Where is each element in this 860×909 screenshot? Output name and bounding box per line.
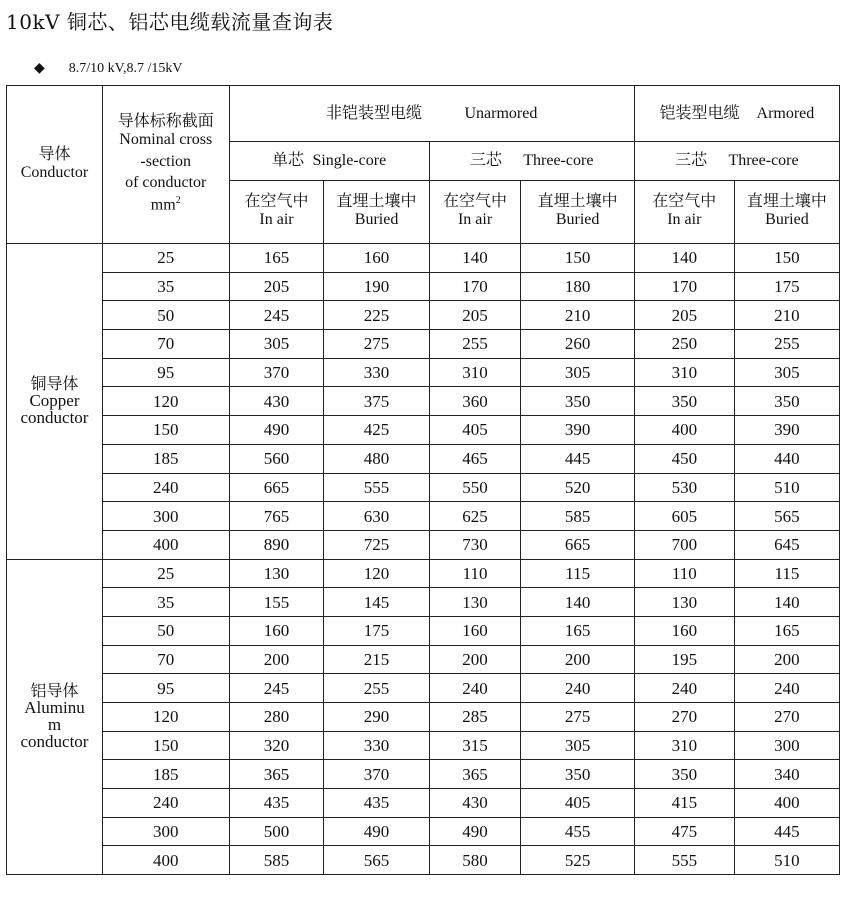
ampacity-cell: 530 xyxy=(634,473,734,502)
ampacity-cell: 370 xyxy=(229,358,324,387)
ampacity-cell: 110 xyxy=(429,559,521,588)
ampacity-cell: 160 xyxy=(634,616,734,645)
ampacity-cell: 350 xyxy=(521,387,634,416)
in-air-en: In air xyxy=(259,211,294,229)
ampacity-cell: 200 xyxy=(429,645,521,674)
table-row xyxy=(7,244,840,273)
table-row xyxy=(7,817,840,846)
ampacity-cell: 165 xyxy=(521,616,634,645)
section-size-cell: 300 xyxy=(102,502,229,531)
section-size-cell: 240 xyxy=(102,789,229,818)
diamond-bullet-icon: ◆ xyxy=(34,61,45,76)
ampacity-cell: 175 xyxy=(324,616,429,645)
ampacity-cell: 430 xyxy=(429,789,521,818)
ampacity-cell: 240 xyxy=(429,674,521,703)
section-header xyxy=(102,86,229,244)
section-size-cell: 300 xyxy=(102,817,229,846)
unarmored-header-en: Unarmored xyxy=(464,104,538,122)
col-header-three-in-air xyxy=(429,181,521,244)
ampacity-cell: 140 xyxy=(634,244,734,273)
ampacity-cell: 140 xyxy=(734,588,839,617)
ampacity-cell: 150 xyxy=(521,244,634,273)
section-size-cell: 50 xyxy=(102,616,229,645)
ampacity-cell: 160 xyxy=(229,616,324,645)
section-header-unit xyxy=(103,194,229,216)
ampacity-cell: 645 xyxy=(734,530,839,559)
armored-header-cn: 铠装型电缆 xyxy=(659,102,740,122)
ampacity-cell: 445 xyxy=(734,817,839,846)
unit-mm: mm xyxy=(150,196,176,214)
ampacity-cell: 290 xyxy=(324,703,429,732)
ampacity-cell: 275 xyxy=(324,330,429,359)
ampacity-cell: 435 xyxy=(229,789,324,818)
ampacity-cell: 130 xyxy=(229,559,324,588)
conductor-group-label-line: m xyxy=(47,715,62,735)
ampacity-cell: 310 xyxy=(634,358,734,387)
ampacity-cell: 560 xyxy=(229,444,324,473)
ampacity-cell: 730 xyxy=(429,530,521,559)
unit-superscript: 2 xyxy=(175,194,181,206)
section-size-cell: 70 xyxy=(102,330,229,359)
armored-header xyxy=(634,86,839,142)
ampacity-cell: 585 xyxy=(521,502,634,531)
table-row xyxy=(7,473,840,502)
ampacity-cell: 240 xyxy=(634,674,734,703)
ampacity-cell: 215 xyxy=(324,645,429,674)
unarmored-header-cn: 非铠装型电缆 xyxy=(325,102,422,122)
section-header-en-3: of conductor xyxy=(125,174,207,192)
ampacity-cell: 180 xyxy=(521,272,634,301)
section-header-cn: 导体标称截面 xyxy=(117,111,214,131)
ampacity-cell: 115 xyxy=(521,559,634,588)
section-size-cell: 120 xyxy=(102,703,229,732)
single-core-en: Single-core xyxy=(312,152,387,170)
table-row xyxy=(7,416,840,445)
ampacity-cell: 350 xyxy=(734,387,839,416)
ampacity-cell: 480 xyxy=(324,444,429,473)
ampacity-cell: 405 xyxy=(429,416,521,445)
ampacity-cell: 665 xyxy=(229,473,324,502)
col-header-single-buried xyxy=(324,181,429,244)
table-row xyxy=(7,846,840,875)
ampacity-cell: 630 xyxy=(324,502,429,531)
buried-cn: 直埋土壤中 xyxy=(537,191,618,211)
in-air-cn: 在空气中 xyxy=(443,191,508,211)
ampacity-cell: 765 xyxy=(229,502,324,531)
ampacity-cell: 525 xyxy=(521,846,634,875)
ampacity-cell: 130 xyxy=(634,588,734,617)
table-row xyxy=(7,387,840,416)
armored-three-core-header xyxy=(634,142,839,181)
conductor-group-label-line: Copper xyxy=(29,391,80,411)
ampacity-cell: 665 xyxy=(521,530,634,559)
ampacity-cell: 210 xyxy=(734,301,839,330)
ampacity-cell: 605 xyxy=(634,502,734,531)
section-size-cell: 50 xyxy=(102,301,229,330)
ampacity-cell: 425 xyxy=(324,416,429,445)
ampacity-cell: 305 xyxy=(734,358,839,387)
section-size-cell: 150 xyxy=(102,731,229,760)
ampacity-cell: 270 xyxy=(734,703,839,732)
ampacity-cell: 225 xyxy=(324,301,429,330)
ampacity-cell: 140 xyxy=(429,244,521,273)
ampacity-cell: 170 xyxy=(429,272,521,301)
ampacity-cell: 435 xyxy=(324,789,429,818)
ampacity-cell: 305 xyxy=(521,731,634,760)
conductor-group-label-line: 铜导体 xyxy=(30,374,79,394)
ampacity-cell: 240 xyxy=(734,674,839,703)
table-row xyxy=(7,272,840,301)
ampacity-cell: 280 xyxy=(229,703,324,732)
in-air-en: In air xyxy=(457,211,493,229)
unarmored-single-core-header xyxy=(229,142,429,181)
table-row xyxy=(7,330,840,359)
ampacity-cell: 245 xyxy=(229,674,324,703)
ampacity-cell: 330 xyxy=(324,731,429,760)
ampacity-cell: 310 xyxy=(429,358,521,387)
ampacity-cell: 440 xyxy=(734,444,839,473)
armored-three-core-en: Three-core xyxy=(728,152,799,170)
ampacity-cell: 205 xyxy=(634,301,734,330)
section-size-cell: 35 xyxy=(102,272,229,301)
col-header-armored-in-air xyxy=(634,181,734,244)
ampacity-cell: 350 xyxy=(634,387,734,416)
table-row xyxy=(7,502,840,531)
ampacity-cell: 725 xyxy=(324,530,429,559)
ampacity-cell: 275 xyxy=(521,703,634,732)
ampacity-cell: 430 xyxy=(229,387,324,416)
ampacity-cell: 390 xyxy=(521,416,634,445)
ampacity-cell: 250 xyxy=(634,330,734,359)
ampacity-cell: 340 xyxy=(734,760,839,789)
ampacity-cell: 120 xyxy=(324,559,429,588)
three-core-en: Three-core xyxy=(523,152,594,170)
ampacity-cell: 170 xyxy=(634,272,734,301)
conductor-group-label-line: Aluminu xyxy=(24,698,85,718)
ampacity-cell: 165 xyxy=(229,244,324,273)
table-row xyxy=(7,559,840,588)
armored-three-core-cn: 三芯 xyxy=(675,150,708,170)
three-core-cn: 三芯 xyxy=(469,150,502,170)
ampacity-cell: 200 xyxy=(521,645,634,674)
ampacity-cell: 315 xyxy=(429,731,521,760)
ampacity-cell: 210 xyxy=(521,301,634,330)
ampacity-cell: 255 xyxy=(324,674,429,703)
ampacity-cell: 200 xyxy=(734,645,839,674)
ampacity-cell: 350 xyxy=(634,760,734,789)
ampacity-cell: 455 xyxy=(521,817,634,846)
table-row xyxy=(7,444,840,473)
conductor-group-label xyxy=(7,244,103,560)
ampacity-cell: 490 xyxy=(324,817,429,846)
ampacity-cell: 155 xyxy=(229,588,324,617)
ampacity-cell: 285 xyxy=(429,703,521,732)
section-size-cell: 240 xyxy=(102,473,229,502)
ampacity-cell: 255 xyxy=(429,330,521,359)
in-air-cn: 在空气中 xyxy=(652,191,717,211)
ampacity-cell: 490 xyxy=(429,817,521,846)
ampacity-cell: 160 xyxy=(324,244,429,273)
ampacity-cell: 700 xyxy=(634,530,734,559)
table-row xyxy=(7,616,840,645)
ampacity-cell: 255 xyxy=(734,330,839,359)
voltage-note xyxy=(34,60,182,77)
ampacity-cell: 375 xyxy=(324,387,429,416)
ampacity-cell: 890 xyxy=(229,530,324,559)
ampacity-cell: 160 xyxy=(429,616,521,645)
ampacity-cell: 415 xyxy=(634,789,734,818)
table-row xyxy=(7,789,840,818)
ampacity-cell: 580 xyxy=(429,846,521,875)
ampacity-cell: 270 xyxy=(634,703,734,732)
section-size-cell: 400 xyxy=(102,846,229,875)
ampacity-cell: 370 xyxy=(324,760,429,789)
ampacity-cell: 445 xyxy=(521,444,634,473)
ampacity-cell: 130 xyxy=(429,588,521,617)
conductor-group-label-line: conductor xyxy=(20,408,89,428)
col-header-armored-buried xyxy=(734,181,839,244)
section-size-cell: 150 xyxy=(102,416,229,445)
ampacity-cell: 190 xyxy=(324,272,429,301)
ampacity-cell: 465 xyxy=(429,444,521,473)
ampacity-cell: 115 xyxy=(734,559,839,588)
ampacity-cell: 145 xyxy=(324,588,429,617)
conductor-header-en: Conductor xyxy=(20,163,89,181)
ampacity-cell: 565 xyxy=(734,502,839,531)
table-row xyxy=(7,645,840,674)
buried-en: Buried xyxy=(354,211,399,229)
table-row xyxy=(7,731,840,760)
ampacity-cell: 555 xyxy=(324,473,429,502)
ampacity-cell: 390 xyxy=(734,416,839,445)
section-size-cell: 400 xyxy=(102,530,229,559)
ampacity-cell: 300 xyxy=(734,731,839,760)
section-size-cell: 25 xyxy=(102,559,229,588)
ampacity-cell: 205 xyxy=(429,301,521,330)
section-size-cell: 185 xyxy=(102,444,229,473)
ampacity-cell: 240 xyxy=(521,674,634,703)
ampacity-cell: 330 xyxy=(324,358,429,387)
table-row xyxy=(7,674,840,703)
ampacity-cell: 500 xyxy=(229,817,324,846)
ampacity-cell: 200 xyxy=(229,645,324,674)
page-title: 10kV 铜芯、铝芯电缆载流量查询表 xyxy=(6,10,334,34)
voltage-note-text: 8.7/10 kV,8.7 /15kV xyxy=(68,61,183,76)
ampacity-cell: 565 xyxy=(324,846,429,875)
unarmored-three-core-header xyxy=(429,142,634,181)
table-row xyxy=(7,301,840,330)
ampacity-cell: 305 xyxy=(521,358,634,387)
ampacity-cell: 195 xyxy=(634,645,734,674)
buried-cn: 直埋土壤中 xyxy=(746,191,827,211)
in-air-en: In air xyxy=(667,211,702,229)
ampacity-cell: 405 xyxy=(521,789,634,818)
section-size-cell: 120 xyxy=(102,387,229,416)
ampacity-cell: 305 xyxy=(229,330,324,359)
ampacity-cell: 585 xyxy=(229,846,324,875)
buried-en: Buried xyxy=(555,211,600,229)
ampacity-cell: 320 xyxy=(229,731,324,760)
ampacity-cell: 350 xyxy=(521,760,634,789)
ampacity-cell: 450 xyxy=(634,444,734,473)
single-core-cn: 单芯 xyxy=(271,150,304,170)
ampacity-cell: 140 xyxy=(521,588,634,617)
col-header-single-in-air xyxy=(229,181,324,244)
ampacity-cell: 365 xyxy=(429,760,521,789)
section-size-cell: 95 xyxy=(102,674,229,703)
section-size-cell: 35 xyxy=(102,588,229,617)
armored-header-en: Armored xyxy=(756,104,815,122)
ampacity-cell: 550 xyxy=(429,473,521,502)
ampacity-cell: 625 xyxy=(429,502,521,531)
ampacity-cell: 510 xyxy=(734,473,839,502)
ampacity-table xyxy=(6,85,840,875)
ampacity-cell: 260 xyxy=(521,330,634,359)
conductor-header xyxy=(7,86,103,244)
section-size-cell: 185 xyxy=(102,760,229,789)
conductor-group-label-line: 铝导体 xyxy=(30,681,79,701)
ampacity-cell: 175 xyxy=(734,272,839,301)
ampacity-cell: 475 xyxy=(634,817,734,846)
ampacity-cell: 150 xyxy=(734,244,839,273)
in-air-cn: 在空气中 xyxy=(244,191,309,211)
ampacity-cell: 245 xyxy=(229,301,324,330)
conductor-group-label xyxy=(7,559,103,875)
ampacity-cell: 110 xyxy=(634,559,734,588)
table-row xyxy=(7,760,840,789)
ampacity-cell: 205 xyxy=(229,272,324,301)
table-row xyxy=(7,358,840,387)
ampacity-cell: 510 xyxy=(734,846,839,875)
conductor-header-cn: 导体 xyxy=(38,143,71,163)
ampacity-cell: 555 xyxy=(634,846,734,875)
section-size-cell: 95 xyxy=(102,358,229,387)
section-size-cell: 70 xyxy=(102,645,229,674)
conductor-group-label-line: conductor xyxy=(20,732,89,752)
buried-cn: 直埋土壤中 xyxy=(336,191,417,211)
ampacity-cell: 400 xyxy=(734,789,839,818)
section-header-en-1: Nominal cross xyxy=(119,131,213,149)
table-row xyxy=(7,530,840,559)
buried-en: Buried xyxy=(765,211,809,229)
unarmored-header xyxy=(229,86,634,142)
ampacity-cell: 310 xyxy=(634,731,734,760)
section-header-en-2: -section xyxy=(140,152,192,170)
ampacity-cell: 400 xyxy=(634,416,734,445)
table-row xyxy=(7,588,840,617)
ampacity-cell: 490 xyxy=(229,416,324,445)
ampacity-cell: 165 xyxy=(734,616,839,645)
section-size-cell: 25 xyxy=(102,244,229,273)
col-header-three-buried xyxy=(521,181,634,244)
ampacity-cell: 365 xyxy=(229,760,324,789)
table-row xyxy=(7,703,840,732)
ampacity-cell: 360 xyxy=(429,387,521,416)
ampacity-cell: 520 xyxy=(521,473,634,502)
